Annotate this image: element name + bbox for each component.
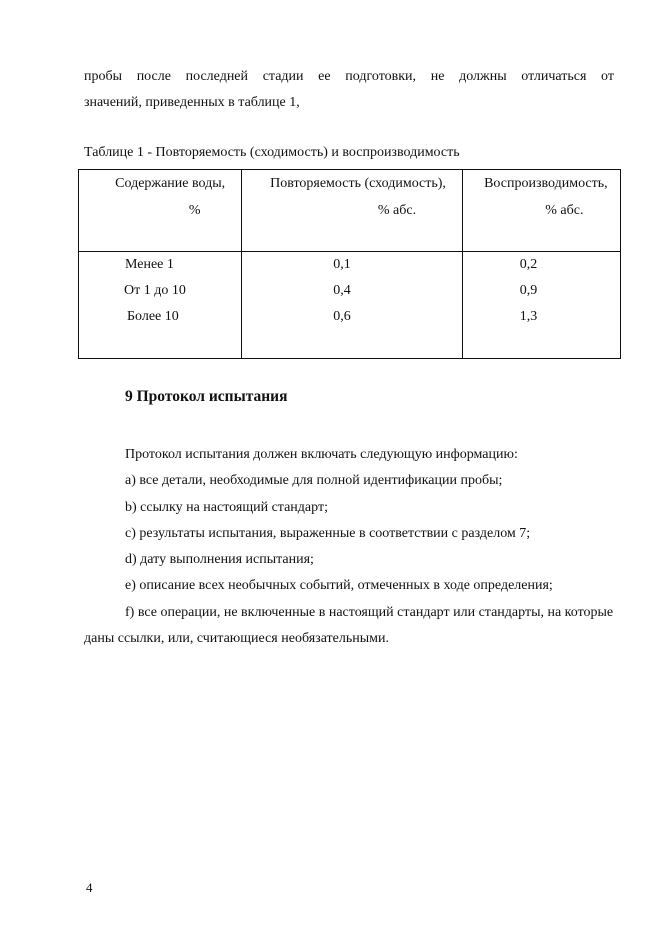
table-cell-reproducibility: 0,2 — [519, 257, 538, 272]
protocol-intro: Протокол испытания должен включать следующую информацию: — [125, 447, 518, 462]
table-cell-water: Более 10 — [127, 309, 179, 324]
page-number: 4 — [86, 880, 93, 895]
protocol-item: f) все операции, не включенные в настоящий стандарт или стандарты, на которые даны ссылки, или, считающиеся необязательными. — [84, 604, 614, 647]
intro-line-1: пробы после последней стадии ее подготовки, не должны отличаться от — [84, 69, 614, 84]
table-cell-water: От 1 до 10 — [124, 283, 186, 298]
intro-paragraph — [84, 64, 614, 116]
table-cell-reproducibility: 0,9 — [519, 283, 538, 298]
header-water-line-1: Содержание воды, — [115, 176, 226, 191]
column-water-values — [79, 252, 242, 359]
table-cell-water: Менее 1 — [125, 257, 174, 272]
header-reproducibility — [462, 170, 620, 252]
protocol-item: c) результаты испытания, выраженные в соответствии с разделом 7; — [125, 525, 531, 541]
header-repeatability-line-1: Повторяемость (сходимость), — [270, 176, 446, 191]
header-reproducibility-line-1: Воспроизводимость, — [484, 176, 608, 191]
column-reproducibility-values — [462, 252, 620, 359]
header-repeatability-line-2: % абс. — [377, 203, 417, 218]
table-cell-repeatability: 0,4 — [333, 283, 351, 298]
header-reproducibility-line-2: % абс. — [545, 203, 584, 218]
table-header-row — [79, 170, 621, 252]
header-repeatability — [242, 170, 462, 252]
header-water-content — [79, 170, 242, 252]
table-cell-reproducibility: 1,3 — [519, 309, 538, 324]
protocol-section — [84, 442, 614, 652]
repeatability-table — [78, 169, 621, 359]
table-caption: Таблице 1 - Повторяемость (сходимость) и воспроизводимость — [84, 145, 460, 160]
protocol-item: e) описание всех необычных событий, отмеченных в ходе определения; — [125, 578, 553, 594]
header-water-line-2: % — [188, 203, 201, 218]
section-heading: 9 Протокол испытания — [125, 388, 288, 405]
table-cell-repeatability: 0,6 — [333, 309, 351, 324]
protocol-item: a) все детали, необходимые для полной идентификации пробы; — [125, 473, 503, 489]
protocol-item: d) дату выполнения испытания; — [125, 552, 314, 568]
intro-line-2: значений, приведенных в таблице 1, — [84, 95, 300, 110]
table-body-row — [79, 252, 621, 359]
column-repeatability-values — [242, 252, 462, 359]
protocol-item: b) ссылку на настоящий стандарт; — [125, 499, 328, 515]
table-cell-repeatability: 0,1 — [333, 257, 351, 272]
